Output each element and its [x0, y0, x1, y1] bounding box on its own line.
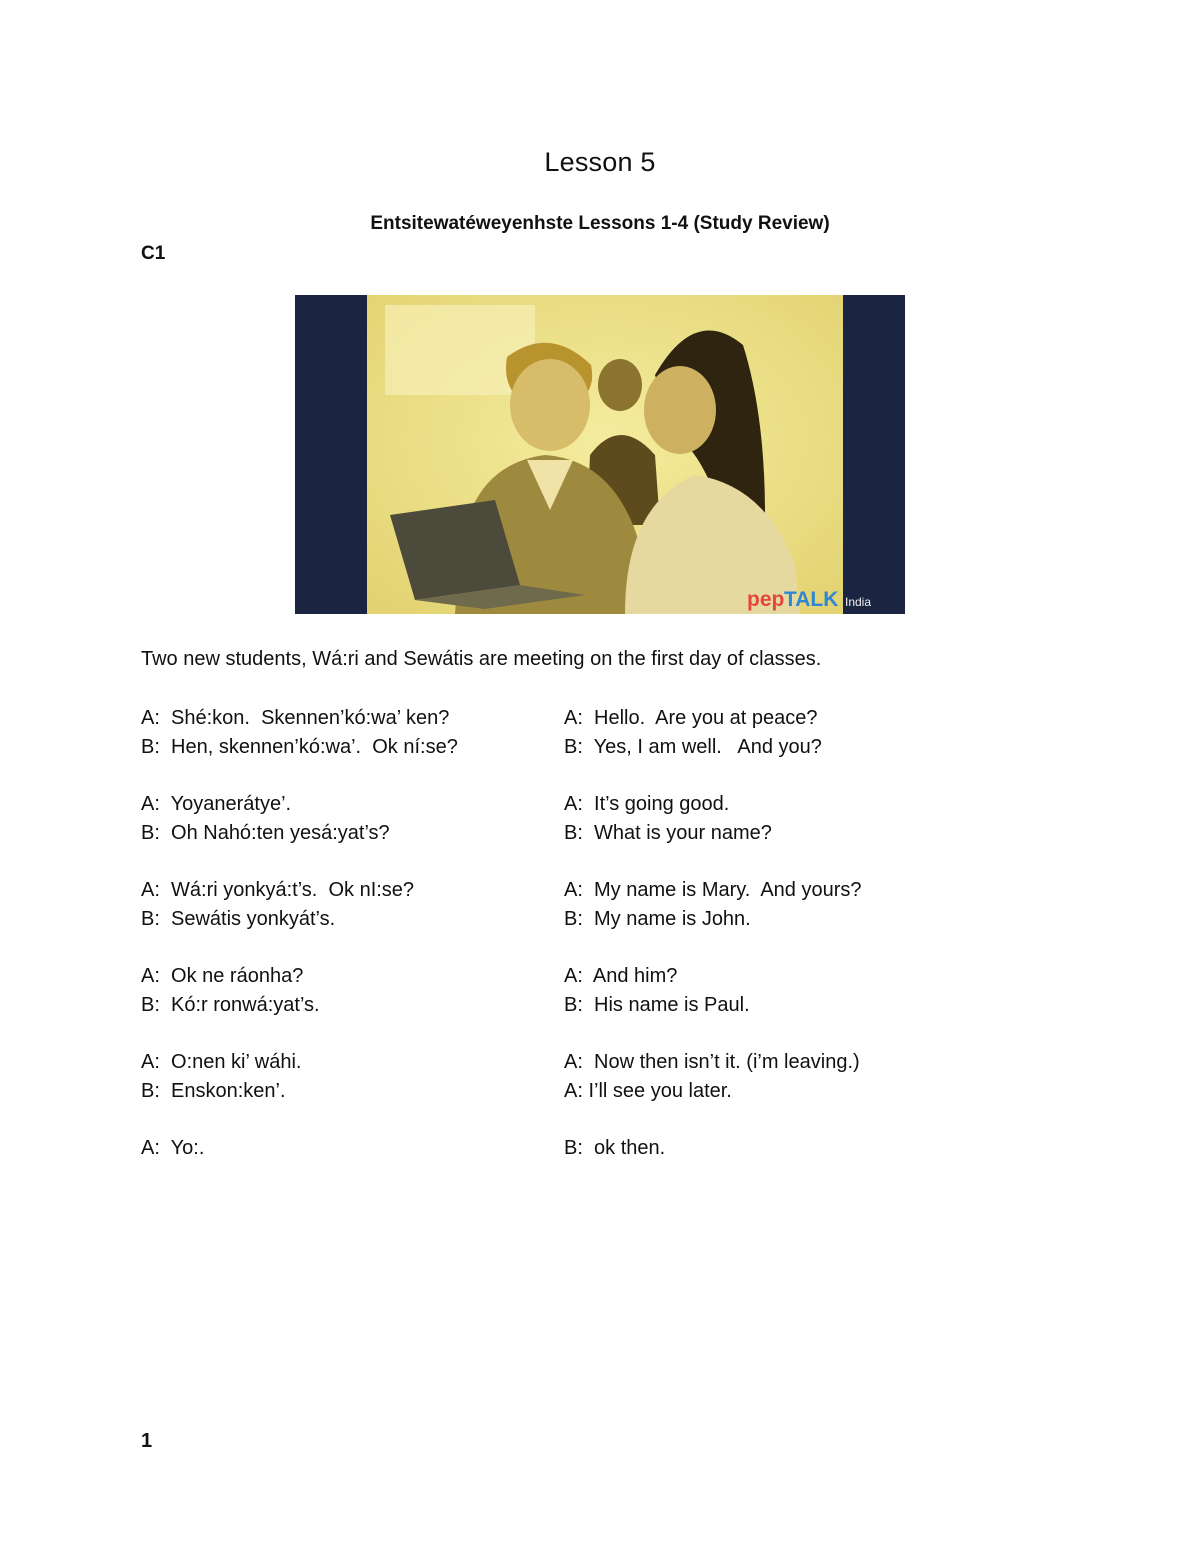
students-photo: [295, 295, 905, 614]
dialogue-line: A: It’s going good.: [564, 793, 730, 815]
dialogue-line: A: Now then isn’t it. (i’m leaving.): [564, 1051, 860, 1073]
dialogue-line: B: Oh Nahó:ten yesá:yat’s?: [141, 822, 390, 844]
dialogue-line: A: O:nen ki’ wáhi.: [141, 1051, 302, 1073]
exchange: [141, 876, 541, 934]
exchange: [564, 876, 1064, 934]
dialogue-line: B: His name is Paul.: [564, 994, 750, 1016]
exchange: [141, 1048, 541, 1106]
dialogue-line: A: Hello. Are you at peace?: [564, 707, 818, 729]
svg-text:India: India: [845, 595, 872, 609]
dialogue-line: B: Enskon:ken’.: [141, 1080, 286, 1102]
page-title: Lesson 5: [544, 147, 656, 177]
dialogue-line: A: Shé:kon. Skennen’kó:wa’ ken?: [141, 707, 450, 729]
dialogue-line: B: What is your name?: [564, 822, 772, 844]
exchange: [141, 704, 541, 762]
dialogue-line: B: Hen, skennen’kó:wa’. Ok ní:se?: [141, 736, 458, 758]
exchange: [141, 1134, 541, 1163]
dialogue-line: B: ok then.: [564, 1137, 666, 1159]
dialogue-line: A: My name is Mary. And yours?: [564, 879, 862, 901]
intro-text: Two new students, Wá:ri and Sewátis are meeting on the first day of classes.: [141, 648, 822, 670]
exchange: [564, 790, 1064, 848]
dialogue-mohawk: [141, 704, 541, 1191]
dialogue-line: A: And him?: [564, 965, 678, 987]
page-subtitle: Entsitewatéweyenhste Lessons 1-4 (Study Review): [370, 213, 830, 234]
dialogue-line: A: Wá:ri yonkyá:t’s. Ok nI:se?: [141, 879, 415, 901]
exchange: [141, 790, 541, 848]
page-number: 1: [141, 1430, 153, 1452]
dialogue-line: B: Yes, I am well. And you?: [564, 736, 822, 758]
svg-text:TALK: TALK: [784, 588, 839, 611]
dialogue-line: B: Kó:r ronwá:yat’s.: [141, 994, 320, 1016]
dialogue-line: A: Yoyanerátye’.: [141, 793, 292, 815]
svg-text:pep: pep: [747, 588, 785, 611]
dialogue-line: A: Ok ne ráonha?: [141, 965, 304, 987]
dialogue-line: B: My name is John.: [564, 908, 751, 930]
exchange: [564, 1048, 1064, 1106]
dialogue-line: A: I’ll see you later.: [564, 1080, 732, 1102]
exchange: [141, 962, 541, 1020]
section-label: C1: [141, 243, 166, 264]
exchange: [564, 704, 1064, 762]
dialogue-line: A: Yo:.: [141, 1137, 205, 1159]
dialogue-english: [564, 704, 1064, 1191]
dialogue-line: B: Sewátis yonkyát’s.: [141, 908, 336, 930]
exchange: [564, 1134, 1064, 1163]
exchange: [564, 962, 1064, 1020]
